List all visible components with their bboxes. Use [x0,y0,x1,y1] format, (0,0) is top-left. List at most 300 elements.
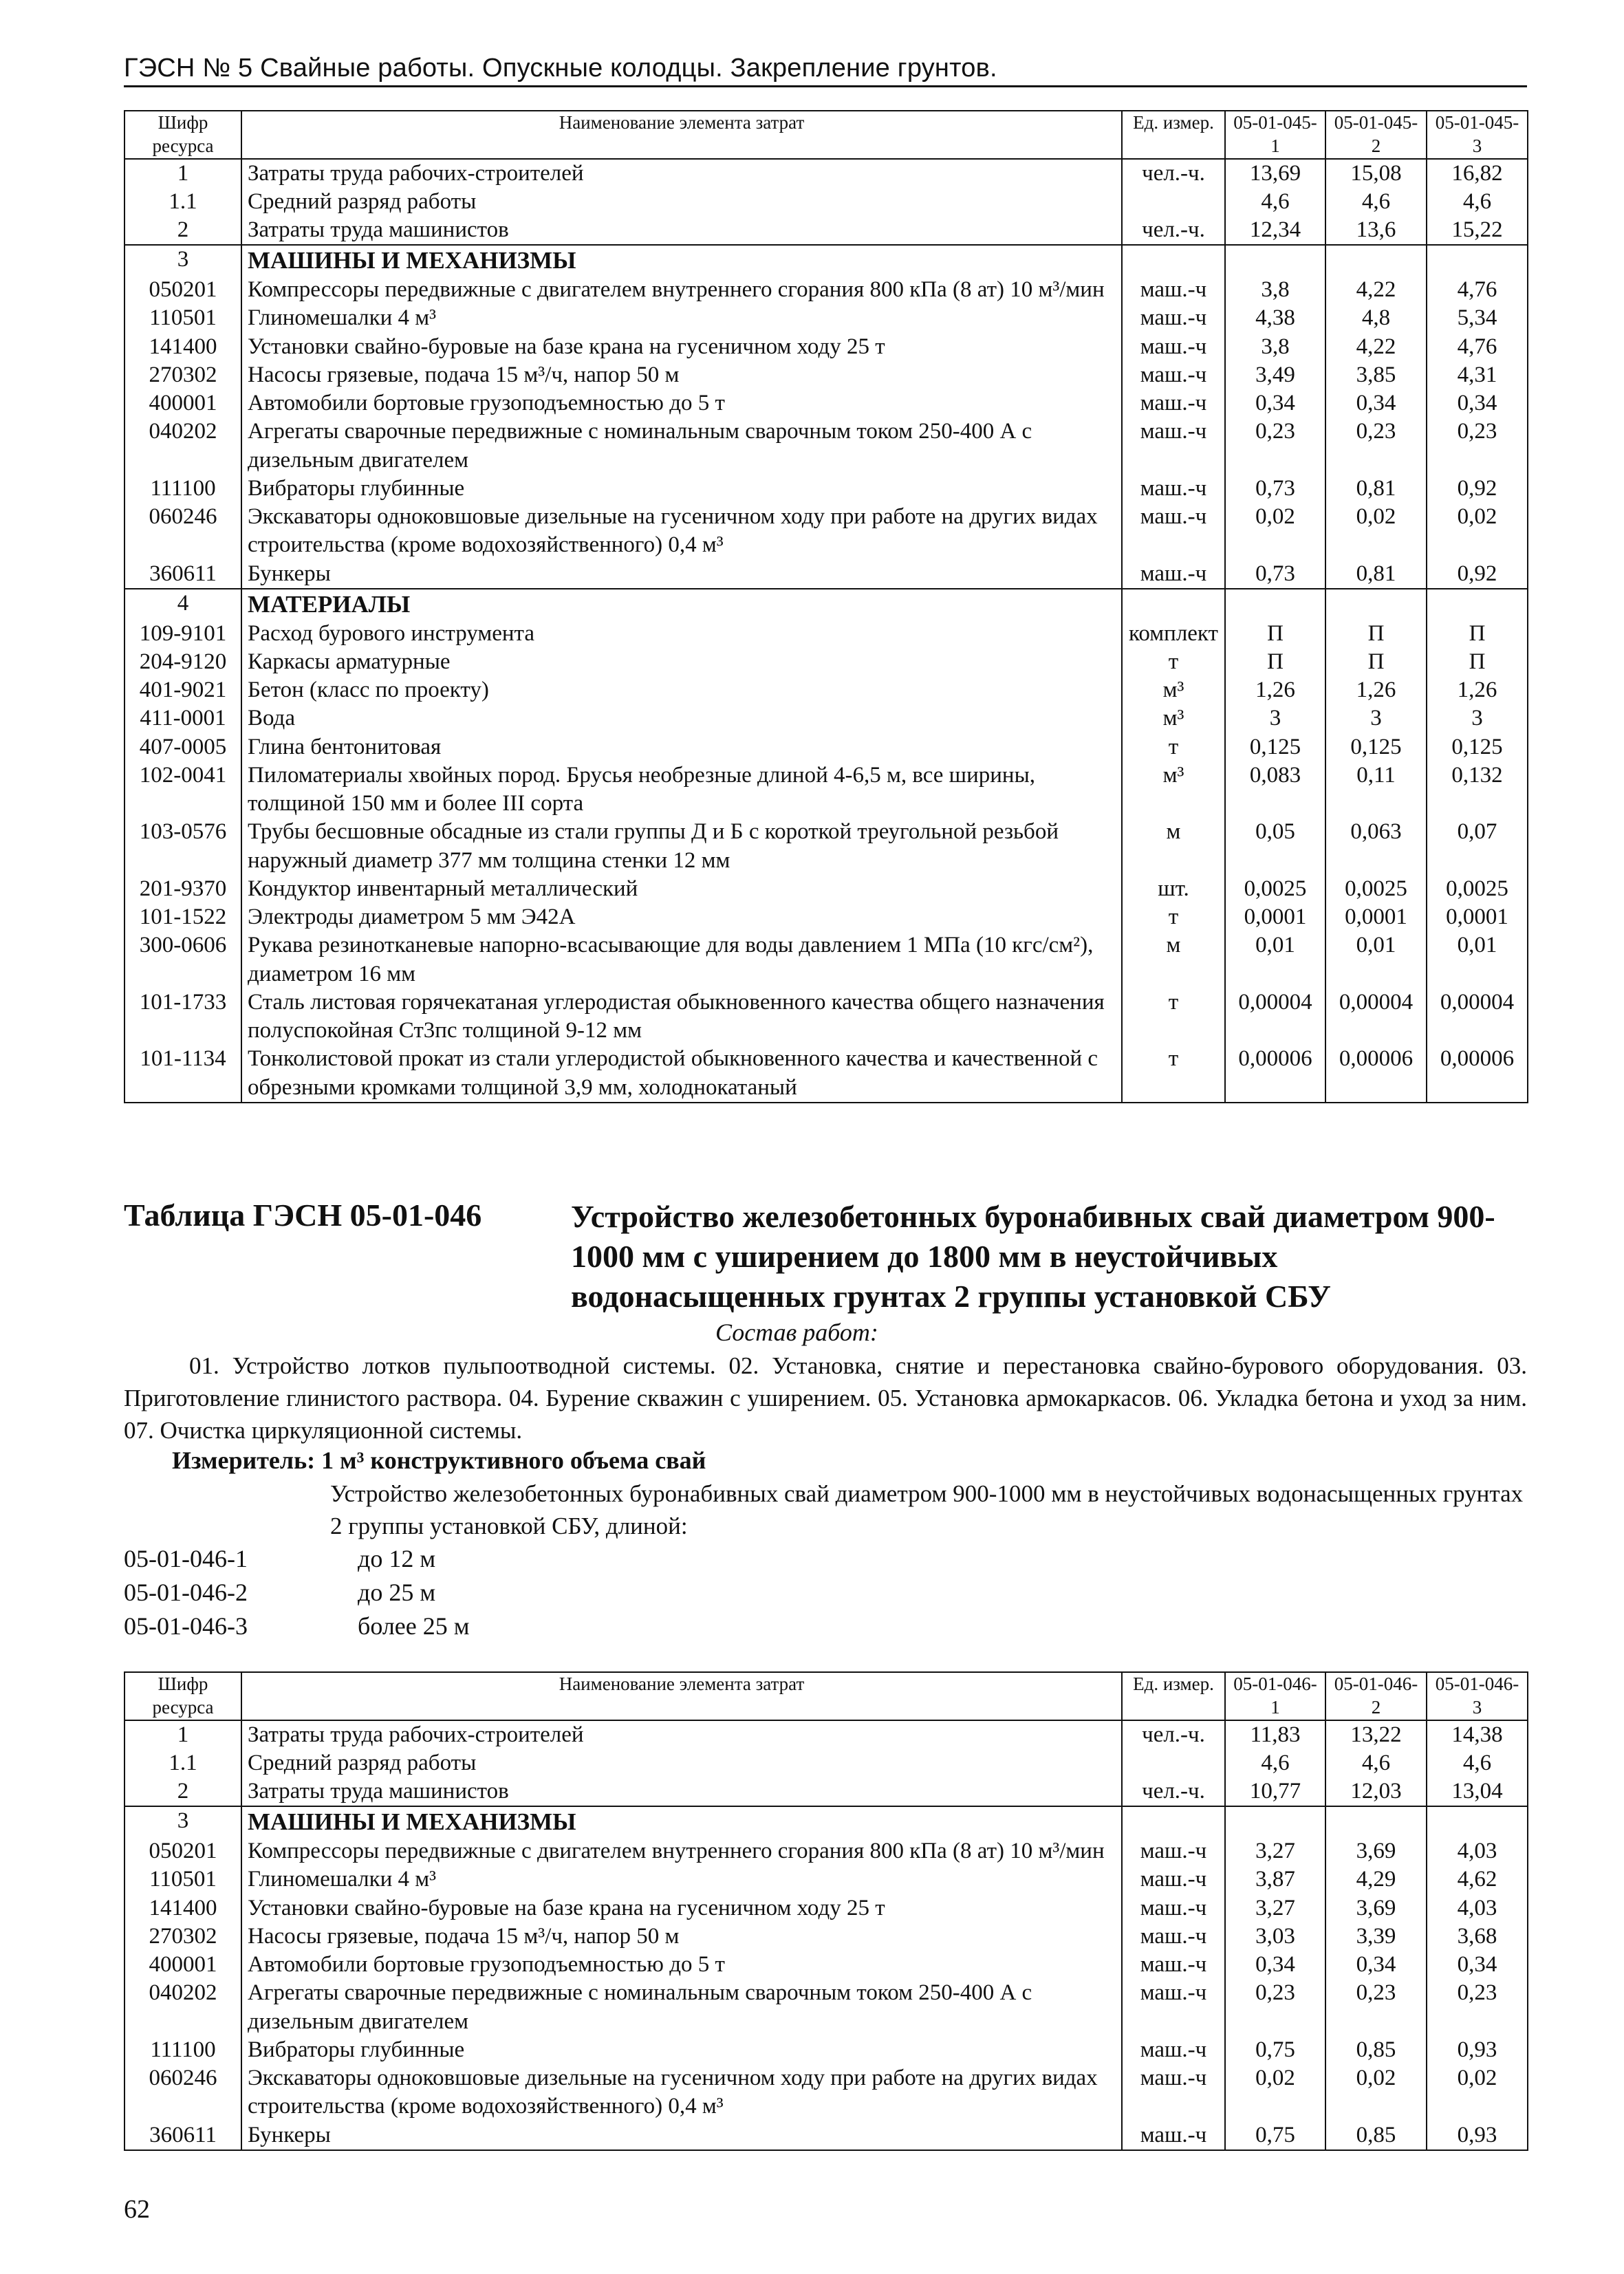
variant-length: до 25 м [358,1579,436,1606]
norm-value: 0,93 [1427,2036,1528,2064]
resource-name: Бункеры [241,560,1122,589]
resource-code: 1.1 [124,188,241,216]
resource-unit: комплект [1122,620,1225,648]
resource-name: Компрессоры передвижные с двигателем внутреннего сгорания 800 кПа (8 ат) 10 м³/мин [241,276,1122,304]
table-row [124,903,1528,931]
norm-value: 0,02 [1427,2064,1528,2121]
norm-value [1225,1806,1325,1837]
resource-unit: маш.-ч [1122,2121,1225,2150]
resource-code: 3 [124,1806,241,1837]
resource-unit: маш.-ч [1122,560,1225,589]
resource-name: Глиномешалки 4 м³ [241,304,1122,332]
table-row [124,1777,1528,1806]
resource-name: Автомобили бортовые грузоподъемностью до 5 т [241,389,1122,418]
norm-value: П [1427,620,1528,648]
norm-value: 3,8 [1225,276,1325,304]
resource-code: 300-0606 [124,931,241,988]
norm-value [1225,245,1325,276]
resource-code: 111100 [124,2036,241,2064]
norm-value: 0,0001 [1427,903,1528,931]
resource-unit: маш.-ч [1122,1837,1225,1865]
resource-name: Затраты труда машинистов [241,1777,1122,1806]
norm-value: 4,03 [1427,1894,1528,1923]
norm-value: 0,34 [1225,1951,1325,1979]
col-header-unit: Ед. измер. [1122,111,1225,159]
resource-code: 110501 [124,304,241,332]
norm-value: 0,132 [1427,761,1528,819]
resource-code: 101-1134 [124,1045,241,1103]
resource-name: Компрессоры передвижные с двигателем внутреннего сгорания 800 кПа (8 ат) 10 м³/мин [241,1837,1122,1865]
table-row [124,188,1528,216]
resource-unit: маш.-ч [1122,1951,1225,1979]
norm-value: 0,92 [1427,560,1528,589]
norm-value: 16,82 [1427,159,1528,188]
resource-name: Бункеры [241,2121,1122,2150]
resource-name: Пиломатериалы хвойных пород. Брусья необрезные длиной 4-6,5 м, все ширины, толщиной 150 мм и более III сорта [241,761,1122,819]
resource-code: 141400 [124,1894,241,1923]
resource-name: Агрегаты сварочные передвижные с номинальным сварочным током 250-400 А с дизельным двигателем [241,418,1122,475]
resource-code: 400001 [124,1951,241,1979]
resource-code: 407-0005 [124,733,241,761]
norm-value: 0,01 [1427,931,1528,988]
norm-value: 0,34 [1325,1951,1427,1979]
variant-code: 05-01-046-2 [124,1579,248,1606]
resource-unit: чел.-ч. [1122,159,1225,188]
resource-code: 401-9021 [124,676,241,704]
col-header-variant-2: 05-01-046-2 [1325,1672,1427,1720]
norm-value: 0,23 [1427,1979,1528,2036]
resource-code: 050201 [124,276,241,304]
norm-value: 4,6 [1325,188,1427,216]
resource-code: 2 [124,216,241,245]
resource-name: Затраты труда рабочих-строителей [241,159,1122,188]
table-row [124,620,1528,648]
norm-value: 11,83 [1225,1720,1325,1749]
resource-name: Бетон (класс по проекту) [241,676,1122,704]
norm-value: 0,34 [1427,389,1528,418]
variant-code: 05-01-046-3 [124,1612,248,1640]
resource-name: Вибраторы глубинные [241,2036,1122,2064]
section-title: МАШИНЫ И МЕХАНИЗМЫ [241,1806,1122,1837]
resource-unit: чел.-ч. [1122,1777,1225,1806]
col-header-code: Шифр ресурса [124,111,241,159]
resource-code: 102-0041 [124,761,241,819]
table-row [124,560,1528,589]
norms-table-05-01-046 [124,1671,1528,2151]
norm-value: 4,22 [1325,276,1427,304]
norm-value [1427,589,1528,620]
norm-value: 0,07 [1427,818,1528,875]
resource-unit: маш.-ч [1122,389,1225,418]
norm-value: 3,87 [1225,1865,1325,1894]
page-number: 62 [124,2195,150,2224]
table-row [124,2064,1528,2121]
norm-value: П [1325,620,1427,648]
col-header-unit: Ед. измер. [1122,1672,1225,1720]
norm-value: 0,23 [1427,418,1528,475]
table-row [124,1951,1528,1979]
resource-name: Насосы грязевые, подача 15 м³/ч, напор 50 м [241,361,1122,389]
norm-value: П [1225,620,1325,648]
resource-code: 1 [124,159,241,188]
section-title: МАШИНЫ И МЕХАНИЗМЫ [241,245,1122,276]
resource-unit: м³ [1122,761,1225,819]
norm-value: 4,03 [1427,1837,1528,1865]
col-header-name: Наименование элемента затрат [241,1672,1122,1720]
resource-code: 060246 [124,503,241,560]
resource-code: 103-0576 [124,818,241,875]
norm-value: 0,125 [1225,733,1325,761]
resource-name: Автомобили бортовые грузоподъемностью до 5 т [241,1951,1122,1979]
norm-value [1325,589,1427,620]
resource-name: Глина бентонитовая [241,733,1122,761]
norm-value: 0,81 [1325,560,1427,589]
table-row [124,648,1528,676]
norm-value: 0,73 [1225,560,1325,589]
resource-unit: маш.-ч [1122,503,1225,560]
norm-value: 3,69 [1325,1894,1427,1923]
resource-code: 2 [124,1777,241,1806]
resource-unit: т [1122,733,1225,761]
norm-value: 4,6 [1427,1749,1528,1777]
norm-value: 0,92 [1427,475,1528,503]
resource-unit: м³ [1122,704,1225,733]
variant-row [124,1610,470,1643]
norm-value: 3,39 [1325,1923,1427,1951]
norm-value: 0,00004 [1325,988,1427,1046]
resource-unit: маш.-ч [1122,1894,1225,1923]
resource-unit: т [1122,1045,1225,1103]
norm-value: 4,6 [1225,1749,1325,1777]
norm-value: 13,04 [1427,1777,1528,1806]
resource-name: Экскаваторы одноковшовые дизельные на гусеничном ходу при работе на других видах строительства (кроме водохозяйственного) 0,4 м³ [241,2064,1122,2121]
resource-code: 101-1733 [124,988,241,1046]
norm-value: 3,8 [1225,333,1325,361]
norm-value: 13,22 [1325,1720,1427,1749]
resource-name: Средний разряд работы [241,188,1122,216]
norm-value: 4,31 [1427,361,1528,389]
table-row [124,1923,1528,1951]
norm-value: 14,38 [1427,1720,1528,1749]
norm-value: 0,083 [1225,761,1325,819]
resource-unit [1122,1749,1225,1777]
table-number: Таблица ГЭСН 05-01-046 [124,1198,482,1233]
norm-value: 0,125 [1427,733,1528,761]
norm-value: 0,0025 [1325,875,1427,903]
work-composition-label: Состав работ: [715,1319,878,1346]
norm-value: 0,00006 [1325,1045,1427,1103]
norm-value: 1,26 [1427,676,1528,704]
resource-unit: чел.-ч. [1122,216,1225,245]
norm-value: П [1427,648,1528,676]
norm-value: 5,34 [1427,304,1528,332]
table-row [124,761,1528,819]
norm-value: 0,0001 [1325,903,1427,931]
section-row [124,1806,1528,1837]
norm-value: 4,38 [1225,304,1325,332]
table-row [124,304,1528,332]
norm-value [1325,245,1427,276]
resource-unit [1122,589,1225,620]
resource-name: Установки свайно-буровые на базе крана на гусеничном ходу 25 т [241,333,1122,361]
measure-unit [172,1446,706,1475]
resource-unit: чел.-ч. [1122,1720,1225,1749]
resource-name: Сталь листовая горячекатаная углеродистая обыкновенного качества общего назначения полуспокойная Ст3пс толщиной 9-12 мм [241,988,1122,1046]
resource-code: 109-9101 [124,620,241,648]
norm-value: 0,34 [1325,389,1427,418]
norm-value: 0,063 [1325,818,1427,875]
table-row [124,1749,1528,1777]
norm-value: 0,85 [1325,2121,1427,2150]
norm-value: 0,23 [1325,1979,1427,2036]
norm-value: 0,01 [1225,931,1325,988]
norm-value: 0,00006 [1225,1045,1325,1103]
norm-value: 3,85 [1325,361,1427,389]
resource-name: Экскаваторы одноковшовые дизельные на гусеничном ходу при работе на других видах строительства (кроме водохозяйственного) 0,4 м³ [241,503,1122,560]
resource-code: 360611 [124,2121,241,2150]
variant-row [124,1542,470,1576]
table-row [124,159,1528,188]
norm-value: 4,6 [1325,1749,1427,1777]
resource-name: Установки свайно-буровые на базе крана на гусеничном ходу 25 т [241,1894,1122,1923]
table-row [124,931,1528,988]
norm-value: 15,08 [1325,159,1427,188]
norm-value: 0,11 [1325,761,1427,819]
resource-unit: маш.-ч [1122,418,1225,475]
resource-name: Трубы бесшовные обсадные из стали группы Д и Б с короткой треугольной резьбой наружный диаметр 377 мм толщина стенки 12 мм [241,818,1122,875]
norm-value: П [1325,648,1427,676]
norm-value: 0,34 [1427,1951,1528,1979]
norm-value: 0,02 [1225,503,1325,560]
col-header-code: Шифр ресурса [124,1672,241,1720]
resource-code: 1 [124,1720,241,1749]
resource-name: Глиномешалки 4 м³ [241,1865,1122,1894]
table-heading: Устройство железобетонных буронабивных свай диаметром 900-1000 мм с уширением до 1800 мм в неустойчивых водонасыщенных грунтах 2 группы установкой СБУ [571,1199,1495,1314]
resource-unit: маш.-ч [1122,333,1225,361]
norm-value: 3,27 [1225,1837,1325,1865]
table-row [124,2121,1528,2150]
norm-value: 3,68 [1427,1923,1528,1951]
norm-value: 0,02 [1325,503,1427,560]
variant-length: более 25 м [358,1612,470,1640]
norm-value: 0,02 [1427,503,1528,560]
norm-value: 0,02 [1325,2064,1427,2121]
table-row [124,704,1528,733]
table-row [124,676,1528,704]
norm-value: 4,6 [1225,188,1325,216]
resource-name: Вода [241,704,1122,733]
resource-unit [1122,245,1225,276]
norm-value [1225,589,1325,620]
table-row [124,1045,1528,1103]
norm-value: 0,93 [1427,2121,1528,2150]
resource-name: Рукава резинотканевые напорно-всасывающие для воды давлением 1 МПа (10 кгс/см²), диаметром 16 мм [241,931,1122,988]
table-row [124,875,1528,903]
resource-code: 110501 [124,1865,241,1894]
resource-code: 411-0001 [124,704,241,733]
col-header-variant-3: 05-01-045-3 [1427,111,1528,159]
table-row [124,818,1528,875]
resource-code: 270302 [124,361,241,389]
variant-description: Устройство железобетонных буронабивных свай диаметром 900-1000 мм в неустойчивых водонасыщенных грунтах 2 группы установкой СБУ, длиной: [330,1480,1524,1539]
norm-value: 12,03 [1325,1777,1427,1806]
norm-value: 13,6 [1325,216,1427,245]
resource-name: Средний разряд работы [241,1749,1122,1777]
section-row [124,589,1528,620]
resource-name: Вибраторы глубинные [241,475,1122,503]
norm-value [1427,1806,1528,1837]
norm-value: 10,77 [1225,1777,1325,1806]
norm-value: 13,69 [1225,159,1325,188]
resource-code: 3 [124,245,241,276]
table-row [124,361,1528,389]
norm-value: 3,69 [1325,1837,1427,1865]
resource-name: Кондуктор инвентарный металлический [241,875,1122,903]
table-row [124,988,1528,1046]
norm-value: 0,85 [1325,2036,1427,2064]
resource-code: 4 [124,589,241,620]
resource-code: 400001 [124,389,241,418]
resource-code: 060246 [124,2064,241,2121]
resource-unit: маш.-ч [1122,1865,1225,1894]
resource-unit: маш.-ч [1122,361,1225,389]
resource-name: Электроды диаметром 5 мм Э42А [241,903,1122,931]
resource-code: 040202 [124,418,241,475]
resource-name: Каркасы арматурные [241,648,1122,676]
resource-code: 270302 [124,1923,241,1951]
norm-value: 3,49 [1225,361,1325,389]
resource-code: 101-1522 [124,903,241,931]
norm-value: 4,62 [1427,1865,1528,1894]
norm-value: 4,8 [1325,304,1427,332]
col-header-variant-3: 05-01-046-3 [1427,1672,1528,1720]
resource-unit: маш.-ч [1122,2036,1225,2064]
resource-unit: маш.-ч [1122,276,1225,304]
norm-value: 0,02 [1225,2064,1325,2121]
resource-unit: т [1122,988,1225,1046]
table-row [124,1720,1528,1749]
table-row [124,1837,1528,1865]
resource-unit [1122,188,1225,216]
section-row [124,245,1528,276]
section-title: МАТЕРИАЛЫ [241,589,1122,620]
norm-value: 0,23 [1225,1979,1325,2036]
table-row [124,503,1528,560]
resource-code: 1.1 [124,1749,241,1777]
norm-value: 3 [1427,704,1528,733]
col-header-variant-2: 05-01-045-2 [1325,111,1427,159]
resource-code: 111100 [124,475,241,503]
norm-value: 0,0001 [1225,903,1325,931]
norm-value: 0,81 [1325,475,1427,503]
measure-unit-text: Измеритель: 1 м³ конструктивного объема свай [172,1447,706,1474]
resource-unit [1122,1806,1225,1837]
norm-value: 0,00004 [1427,988,1528,1046]
norm-value: 0,00004 [1225,988,1325,1046]
norm-value [1325,1806,1427,1837]
resource-code: 204-9120 [124,648,241,676]
norm-value: 0,0025 [1225,875,1325,903]
norm-value: П [1225,648,1325,676]
resource-code: 360611 [124,560,241,589]
table-row [124,1894,1528,1923]
norm-value: 0,75 [1225,2121,1325,2150]
resource-name: Затраты труда машинистов [241,216,1122,245]
resource-unit: маш.-ч [1122,304,1225,332]
table-row [124,389,1528,418]
resource-name: Насосы грязевые, подача 15 м³/ч, напор 50 м [241,1923,1122,1951]
table-row [124,418,1528,475]
resource-code: 050201 [124,1837,241,1865]
table-row [124,1979,1528,2036]
table-row [124,733,1528,761]
resource-name: Расход бурового инструмента [241,620,1122,648]
resource-unit: маш.-ч [1122,475,1225,503]
norm-value: 4,76 [1427,333,1528,361]
norm-value: 3 [1225,704,1325,733]
norm-value: 0,23 [1325,418,1427,475]
resource-code: 141400 [124,333,241,361]
norm-value: 3,03 [1225,1923,1325,1951]
norm-value: 4,6 [1427,188,1528,216]
table-row [124,475,1528,503]
variant-list [124,1542,470,1643]
norm-value: 3,27 [1225,1894,1325,1923]
col-header-name: Наименование элемента затрат [241,111,1122,159]
norm-value: 0,0025 [1427,875,1528,903]
work-composition-text: 01. Устройство лотков пульпоотводной системы. 02. Установка, снятие и перестановка свайно-бурового оборудования. 03. Приготовление глинистого раствора. 04. Бурение скважин с уширением. 05. Установка армокаркасов. 06. Укладка бетона и уход за ним. 07. Очистка циркуляционной системы. [124,1352,1527,1444]
norm-value: 4,22 [1325,333,1427,361]
resource-unit: т [1122,648,1225,676]
resource-unit: м [1122,931,1225,988]
norm-value: 3 [1325,704,1427,733]
resource-unit: т [1122,903,1225,931]
norm-value: 0,75 [1225,2036,1325,2064]
resource-unit: маш.-ч [1122,2064,1225,2121]
norm-value: 0,23 [1225,418,1325,475]
norm-value: 1,26 [1325,676,1427,704]
norm-value: 0,34 [1225,389,1325,418]
norm-value: 0,73 [1225,475,1325,503]
resource-code: 040202 [124,1979,241,2036]
norm-value: 0,00006 [1427,1045,1528,1103]
norm-value: 0,01 [1325,931,1427,988]
col-header-variant-1: 05-01-045-1 [1225,111,1325,159]
table-row [124,2036,1528,2064]
table-row [124,333,1528,361]
resource-name: Затраты труда рабочих-строителей [241,1720,1122,1749]
norm-value: 1,26 [1225,676,1325,704]
norm-value: 0,125 [1325,733,1427,761]
variant-code: 05-01-046-1 [124,1545,248,1572]
resource-unit: шт. [1122,875,1225,903]
resource-unit: маш.-ч [1122,1979,1225,2036]
col-header-variant-1: 05-01-046-1 [1225,1672,1325,1720]
norm-value: 4,29 [1325,1865,1427,1894]
table-row [124,216,1528,245]
resource-name: Тонколистовой прокат из стали углеродистой обыкновенного качества и качественной с обрезными кромками толщиной 3,9 мм, холоднокатаный [241,1045,1122,1103]
variant-length: до 12 м [358,1545,436,1572]
norm-value: 4,76 [1427,276,1528,304]
norm-value [1427,245,1528,276]
table-row [124,1865,1528,1894]
table-row [124,276,1528,304]
variant-row [124,1576,470,1610]
norm-value: 0,05 [1225,818,1325,875]
resource-unit: маш.-ч [1122,1923,1225,1951]
norm-value: 15,22 [1427,216,1528,245]
norms-table-05-01-045 [124,110,1528,1103]
